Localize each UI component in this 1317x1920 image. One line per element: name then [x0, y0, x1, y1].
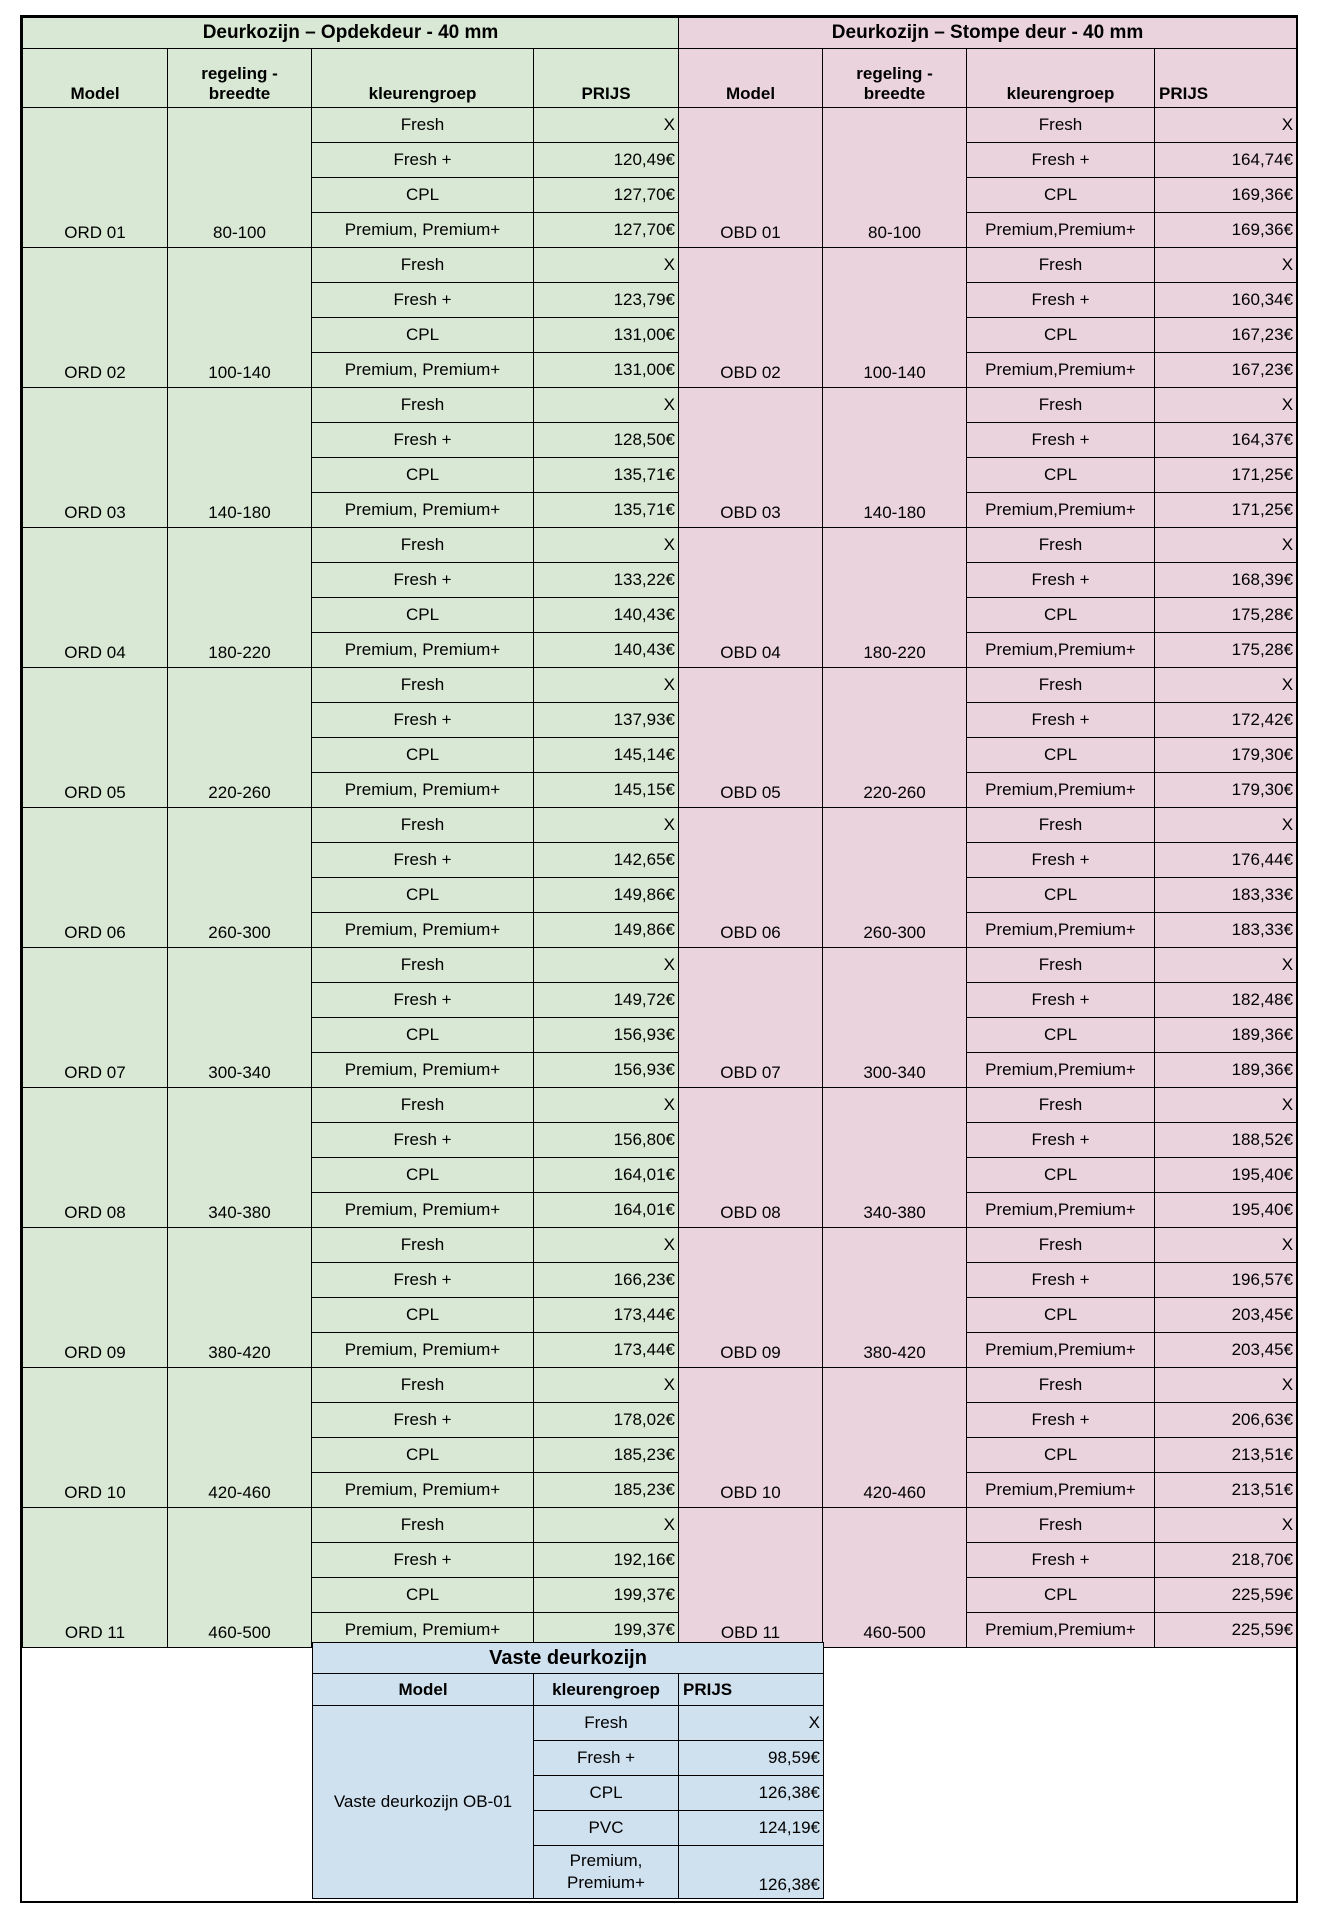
- left-price-cell: 123,79€: [534, 283, 679, 318]
- right-header-prijs: PRIJS: [1155, 49, 1297, 108]
- left-price-cell: 140,43€: [534, 598, 679, 633]
- right-range-cell: 260-300: [823, 808, 967, 948]
- right-range-cell: 220-260: [823, 668, 967, 808]
- table-row: [23, 668, 1297, 703]
- left-model-cell: ORD 03: [23, 388, 168, 528]
- left-range-cell: 220-260: [168, 668, 312, 808]
- price-table-body: [23, 108, 1297, 1648]
- left-price-cell: 164,01€: [534, 1193, 679, 1228]
- table-row: [23, 948, 1297, 983]
- right-kleurengroep-cell: CPL: [967, 1578, 1155, 1613]
- right-kleurengroep-cell: Fresh: [967, 388, 1155, 423]
- right-price-cell: X: [1155, 1508, 1297, 1543]
- vaste-group: CPL: [534, 1776, 679, 1811]
- right-price-cell: 175,28€: [1155, 633, 1297, 668]
- right-price-cell: 179,30€: [1155, 738, 1297, 773]
- left-price-cell: 142,65€: [534, 843, 679, 878]
- left-kleurengroep-cell: CPL: [312, 318, 534, 353]
- left-kleurengroep-cell: Fresh: [312, 388, 534, 423]
- right-kleurengroep-cell: Fresh +: [967, 563, 1155, 598]
- left-kleurengroep-cell: Fresh +: [312, 423, 534, 458]
- left-price-cell: 135,71€: [534, 458, 679, 493]
- right-price-cell: 171,25€: [1155, 493, 1297, 528]
- vaste-header-model: Model: [313, 1674, 534, 1706]
- left-range-cell: 300-340: [168, 948, 312, 1088]
- vaste-header-kleurengroep: kleurengroep: [534, 1674, 679, 1706]
- left-price-cell: 131,00€: [534, 353, 679, 388]
- left-price-cell: X: [534, 808, 679, 843]
- right-price-cell: 164,74€: [1155, 143, 1297, 178]
- right-kleurengroep-cell: Fresh +: [967, 1263, 1155, 1298]
- left-price-cell: 173,44€: [534, 1333, 679, 1368]
- right-kleurengroep-cell: Fresh: [967, 528, 1155, 563]
- left-model-cell: ORD 02: [23, 248, 168, 388]
- left-range-cell: 180-220: [168, 528, 312, 668]
- right-kleurengroep-cell: Premium,Premium+: [967, 1333, 1155, 1368]
- right-price-cell: X: [1155, 388, 1297, 423]
- left-kleurengroep-cell: Fresh +: [312, 983, 534, 1018]
- table-row: [23, 108, 1297, 143]
- vaste-price: 126,38€: [679, 1846, 824, 1899]
- left-price-cell: 120,49€: [534, 143, 679, 178]
- right-price-cell: 195,40€: [1155, 1158, 1297, 1193]
- right-kleurengroep-cell: Premium,Premium+: [967, 1193, 1155, 1228]
- vaste-title: Vaste deurkozijn: [313, 1643, 824, 1674]
- right-kleurengroep-cell: Fresh: [967, 1088, 1155, 1123]
- right-price-cell: X: [1155, 668, 1297, 703]
- left-range-cell: 140-180: [168, 388, 312, 528]
- left-price-cell: 149,86€: [534, 913, 679, 948]
- left-price-cell: 166,23€: [534, 1263, 679, 1298]
- right-price-cell: 160,34€: [1155, 283, 1297, 318]
- right-price-cell: X: [1155, 528, 1297, 563]
- right-kleurengroep-cell: Fresh +: [967, 703, 1155, 738]
- left-price-cell: X: [534, 108, 679, 143]
- left-kleurengroep-cell: CPL: [312, 1018, 534, 1053]
- left-range-cell: 380-420: [168, 1228, 312, 1368]
- right-price-cell: 225,59€: [1155, 1578, 1297, 1613]
- left-price-cell: 185,23€: [534, 1438, 679, 1473]
- right-price-cell: 195,40€: [1155, 1193, 1297, 1228]
- right-kleurengroep-cell: CPL: [967, 1298, 1155, 1333]
- right-kleurengroep-cell: Fresh: [967, 1228, 1155, 1263]
- left-model-cell: ORD 05: [23, 668, 168, 808]
- left-kleurengroep-cell: CPL: [312, 1298, 534, 1333]
- left-price-cell: X: [534, 948, 679, 983]
- right-price-cell: 213,51€: [1155, 1473, 1297, 1508]
- left-price-cell: 135,71€: [534, 493, 679, 528]
- right-kleurengroep-cell: Premium,Premium+: [967, 773, 1155, 808]
- left-range-cell: 340-380: [168, 1088, 312, 1228]
- right-range-cell: 380-420: [823, 1228, 967, 1368]
- right-header-kleurengroep: kleurengroep: [967, 49, 1155, 108]
- right-kleurengroep-cell: Fresh +: [967, 983, 1155, 1018]
- left-kleurengroep-cell: CPL: [312, 1578, 534, 1613]
- right-model-cell: OBD 03: [679, 388, 823, 528]
- vaste-price: 98,59€: [679, 1741, 824, 1776]
- left-price-cell: 173,44€: [534, 1298, 679, 1333]
- left-price-cell: X: [534, 528, 679, 563]
- left-header-model: Model: [23, 49, 168, 108]
- left-header-regeling: regeling - breedte: [168, 49, 312, 108]
- right-model-cell: OBD 11: [679, 1508, 823, 1648]
- left-price-cell: X: [534, 1508, 679, 1543]
- left-kleurengroep-cell: Fresh: [312, 108, 534, 143]
- right-price-cell: 172,42€: [1155, 703, 1297, 738]
- left-kleurengroep-cell: Fresh +: [312, 703, 534, 738]
- right-kleurengroep-cell: CPL: [967, 178, 1155, 213]
- left-kleurengroep-cell: Fresh: [312, 948, 534, 983]
- right-price-cell: 175,28€: [1155, 598, 1297, 633]
- left-model-cell: ORD 09: [23, 1228, 168, 1368]
- right-kleurengroep-cell: Fresh +: [967, 1123, 1155, 1158]
- left-kleurengroep-cell: Premium, Premium+: [312, 493, 534, 528]
- left-kleurengroep-cell: Fresh +: [312, 563, 534, 598]
- right-kleurengroep-cell: Premium,Premium+: [967, 913, 1155, 948]
- right-model-cell: OBD 02: [679, 248, 823, 388]
- vaste-group: Fresh: [534, 1706, 679, 1741]
- right-price-cell: 171,25€: [1155, 458, 1297, 493]
- table-row: [23, 1368, 1297, 1403]
- vaste-model: Vaste deurkozijn OB-01: [313, 1706, 534, 1899]
- left-kleurengroep-cell: Premium, Premium+: [312, 1613, 534, 1648]
- left-price-cell: 199,37€: [534, 1578, 679, 1613]
- left-model-cell: ORD 11: [23, 1508, 168, 1648]
- left-price-cell: X: [534, 388, 679, 423]
- left-range-cell: 80-100: [168, 108, 312, 248]
- left-kleurengroep-cell: Fresh: [312, 248, 534, 283]
- right-range-cell: 80-100: [823, 108, 967, 248]
- left-price-cell: 178,02€: [534, 1403, 679, 1438]
- table-row: [23, 1508, 1297, 1543]
- table-row: [23, 1088, 1297, 1123]
- right-kleurengroep-cell: CPL: [967, 598, 1155, 633]
- left-kleurengroep-cell: Premium, Premium+: [312, 1333, 534, 1368]
- right-price-cell: 182,48€: [1155, 983, 1297, 1018]
- right-range-cell: 180-220: [823, 528, 967, 668]
- left-kleurengroep-cell: Fresh +: [312, 1403, 534, 1438]
- right-price-cell: 168,39€: [1155, 563, 1297, 598]
- right-range-cell: 300-340: [823, 948, 967, 1088]
- left-price-cell: 131,00€: [534, 318, 679, 353]
- left-price-cell: X: [534, 1368, 679, 1403]
- right-table-title: Deurkozijn – Stompe deur - 40 mm: [679, 18, 1297, 49]
- left-kleurengroep-cell: Fresh: [312, 1088, 534, 1123]
- left-kleurengroep-cell: CPL: [312, 1158, 534, 1193]
- left-price-cell: 156,93€: [534, 1018, 679, 1053]
- right-range-cell: 460-500: [823, 1508, 967, 1648]
- right-kleurengroep-cell: Premium,Premium+: [967, 1613, 1155, 1648]
- left-kleurengroep-cell: CPL: [312, 178, 534, 213]
- right-kleurengroep-cell: Fresh: [967, 808, 1155, 843]
- left-kleurengroep-cell: Premium, Premium+: [312, 773, 534, 808]
- left-kleurengroep-cell: Fresh: [312, 1368, 534, 1403]
- left-price-cell: X: [534, 668, 679, 703]
- right-price-cell: 179,30€: [1155, 773, 1297, 808]
- right-kleurengroep-cell: CPL: [967, 318, 1155, 353]
- right-price-cell: 203,45€: [1155, 1333, 1297, 1368]
- left-price-cell: 149,72€: [534, 983, 679, 1018]
- left-range-cell: 100-140: [168, 248, 312, 388]
- right-price-cell: 176,44€: [1155, 843, 1297, 878]
- right-price-cell: 188,52€: [1155, 1123, 1297, 1158]
- left-kleurengroep-cell: CPL: [312, 1438, 534, 1473]
- right-price-cell: X: [1155, 808, 1297, 843]
- vaste-price: 124,19€: [679, 1811, 824, 1846]
- left-kleurengroep-cell: Premium, Premium+: [312, 1193, 534, 1228]
- right-model-cell: OBD 10: [679, 1368, 823, 1508]
- left-price-cell: 127,70€: [534, 178, 679, 213]
- left-kleurengroep-cell: CPL: [312, 878, 534, 913]
- vaste-group: Premium, Premium+: [534, 1846, 679, 1899]
- left-kleurengroep-cell: Fresh: [312, 668, 534, 703]
- right-kleurengroep-cell: Premium,Premium+: [967, 633, 1155, 668]
- right-kleurengroep-cell: Fresh +: [967, 423, 1155, 458]
- right-kleurengroep-cell: Fresh: [967, 108, 1155, 143]
- right-kleurengroep-cell: Premium,Premium+: [967, 213, 1155, 248]
- vaste-header-prijs: PRIJS: [679, 1674, 824, 1706]
- right-kleurengroep-cell: CPL: [967, 878, 1155, 913]
- vaste-price: 126,38€: [679, 1776, 824, 1811]
- right-price-cell: X: [1155, 948, 1297, 983]
- right-kleurengroep-cell: Fresh: [967, 948, 1155, 983]
- left-kleurengroep-cell: Premium, Premium+: [312, 1473, 534, 1508]
- price-table: [22, 17, 1297, 1648]
- left-price-cell: X: [534, 1088, 679, 1123]
- right-header-regeling: regeling - breedte: [823, 49, 967, 108]
- right-kleurengroep-cell: Fresh: [967, 248, 1155, 283]
- right-kleurengroep-cell: Fresh: [967, 1508, 1155, 1543]
- right-model-cell: OBD 06: [679, 808, 823, 948]
- left-kleurengroep-cell: Fresh +: [312, 1123, 534, 1158]
- left-price-cell: 149,86€: [534, 878, 679, 913]
- right-price-cell: X: [1155, 108, 1297, 143]
- left-kleurengroep-cell: Premium, Premium+: [312, 913, 534, 948]
- left-price-cell: 127,70€: [534, 213, 679, 248]
- right-price-cell: 169,36€: [1155, 178, 1297, 213]
- left-price-cell: 140,43€: [534, 633, 679, 668]
- left-kleurengroep-cell: Fresh: [312, 1508, 534, 1543]
- right-price-cell: 167,23€: [1155, 353, 1297, 388]
- right-kleurengroep-cell: Fresh +: [967, 1543, 1155, 1578]
- table-row: [23, 248, 1297, 283]
- vaste-group: Fresh +: [534, 1741, 679, 1776]
- right-price-cell: 183,33€: [1155, 878, 1297, 913]
- left-price-cell: 145,14€: [534, 738, 679, 773]
- right-range-cell: 100-140: [823, 248, 967, 388]
- left-model-cell: ORD 01: [23, 108, 168, 248]
- right-kleurengroep-cell: Fresh +: [967, 1403, 1155, 1438]
- right-model-cell: OBD 01: [679, 108, 823, 248]
- right-price-cell: 206,63€: [1155, 1403, 1297, 1438]
- left-price-cell: 128,50€: [534, 423, 679, 458]
- left-kleurengroep-cell: Fresh: [312, 1228, 534, 1263]
- left-price-cell: 133,22€: [534, 563, 679, 598]
- table-row: [23, 808, 1297, 843]
- right-price-cell: 203,45€: [1155, 1298, 1297, 1333]
- left-price-cell: 164,01€: [534, 1158, 679, 1193]
- left-kleurengroep-cell: CPL: [312, 738, 534, 773]
- left-kleurengroep-cell: Fresh: [312, 528, 534, 563]
- right-kleurengroep-cell: Premium,Premium+: [967, 353, 1155, 388]
- left-price-cell: 156,80€: [534, 1123, 679, 1158]
- right-kleurengroep-cell: CPL: [967, 1158, 1155, 1193]
- left-range-cell: 420-460: [168, 1368, 312, 1508]
- left-table-title: Deurkozijn – Opdekdeur - 40 mm: [23, 18, 679, 49]
- left-price-cell: X: [534, 248, 679, 283]
- right-model-cell: OBD 08: [679, 1088, 823, 1228]
- left-model-cell: ORD 08: [23, 1088, 168, 1228]
- vaste-price: X: [679, 1706, 824, 1741]
- left-kleurengroep-cell: Premium, Premium+: [312, 353, 534, 388]
- right-range-cell: 420-460: [823, 1368, 967, 1508]
- left-kleurengroep-cell: Premium, Premium+: [312, 1053, 534, 1088]
- left-kleurengroep-cell: Fresh +: [312, 283, 534, 318]
- table-row: [23, 1228, 1297, 1263]
- left-kleurengroep-cell: Premium, Premium+: [312, 633, 534, 668]
- right-range-cell: 140-180: [823, 388, 967, 528]
- left-price-cell: 199,37€: [534, 1613, 679, 1648]
- left-model-cell: ORD 10: [23, 1368, 168, 1508]
- right-range-cell: 340-380: [823, 1088, 967, 1228]
- right-kleurengroep-cell: Premium,Premium+: [967, 1473, 1155, 1508]
- left-model-cell: ORD 06: [23, 808, 168, 948]
- right-kleurengroep-cell: CPL: [967, 1018, 1155, 1053]
- right-kleurengroep-cell: Premium,Premium+: [967, 1053, 1155, 1088]
- left-model-cell: ORD 04: [23, 528, 168, 668]
- right-price-cell: X: [1155, 1368, 1297, 1403]
- right-kleurengroep-cell: Fresh +: [967, 283, 1155, 318]
- right-price-cell: 167,23€: [1155, 318, 1297, 353]
- right-price-cell: 213,51€: [1155, 1438, 1297, 1473]
- right-kleurengroep-cell: Fresh: [967, 668, 1155, 703]
- right-kleurengroep-cell: Fresh: [967, 1368, 1155, 1403]
- table-row: [23, 528, 1297, 563]
- left-header-kleurengroep: kleurengroep: [312, 49, 534, 108]
- left-kleurengroep-cell: CPL: [312, 598, 534, 633]
- left-price-cell: 192,16€: [534, 1543, 679, 1578]
- right-price-cell: X: [1155, 1088, 1297, 1123]
- table-row: [23, 388, 1297, 423]
- right-price-cell: 225,59€: [1155, 1613, 1297, 1648]
- price-sheet: [20, 15, 1298, 1903]
- right-kleurengroep-cell: CPL: [967, 738, 1155, 773]
- right-model-cell: OBD 05: [679, 668, 823, 808]
- right-price-cell: X: [1155, 1228, 1297, 1263]
- left-kleurengroep-cell: Fresh +: [312, 143, 534, 178]
- left-header-prijs: PRIJS: [534, 49, 679, 108]
- left-model-cell: ORD 07: [23, 948, 168, 1088]
- right-price-cell: 189,36€: [1155, 1053, 1297, 1088]
- left-price-cell: 137,93€: [534, 703, 679, 738]
- right-price-cell: 164,37€: [1155, 423, 1297, 458]
- right-price-cell: 196,57€: [1155, 1263, 1297, 1298]
- right-kleurengroep-cell: Fresh +: [967, 843, 1155, 878]
- left-kleurengroep-cell: Fresh +: [312, 1543, 534, 1578]
- left-kleurengroep-cell: CPL: [312, 458, 534, 493]
- vaste-deurkozijn-table: [312, 1642, 824, 1899]
- right-kleurengroep-cell: CPL: [967, 458, 1155, 493]
- vaste-group: PVC: [534, 1811, 679, 1846]
- right-model-cell: OBD 09: [679, 1228, 823, 1368]
- right-price-cell: 169,36€: [1155, 213, 1297, 248]
- left-price-cell: 185,23€: [534, 1473, 679, 1508]
- right-kleurengroep-cell: CPL: [967, 1438, 1155, 1473]
- left-kleurengroep-cell: Fresh +: [312, 843, 534, 878]
- right-price-cell: 183,33€: [1155, 913, 1297, 948]
- left-range-cell: 260-300: [168, 808, 312, 948]
- right-kleurengroep-cell: Premium,Premium+: [967, 493, 1155, 528]
- left-price-cell: 156,93€: [534, 1053, 679, 1088]
- left-range-cell: 460-500: [168, 1508, 312, 1648]
- right-price-cell: 218,70€: [1155, 1543, 1297, 1578]
- left-kleurengroep-cell: Fresh: [312, 808, 534, 843]
- right-model-cell: OBD 07: [679, 948, 823, 1088]
- right-model-cell: OBD 04: [679, 528, 823, 668]
- left-kleurengroep-cell: Premium, Premium+: [312, 213, 534, 248]
- left-price-cell: 145,15€: [534, 773, 679, 808]
- right-price-cell: 189,36€: [1155, 1018, 1297, 1053]
- right-header-model: Model: [679, 49, 823, 108]
- left-price-cell: X: [534, 1228, 679, 1263]
- right-price-cell: X: [1155, 248, 1297, 283]
- right-kleurengroep-cell: Fresh +: [967, 143, 1155, 178]
- left-kleurengroep-cell: Fresh +: [312, 1263, 534, 1298]
